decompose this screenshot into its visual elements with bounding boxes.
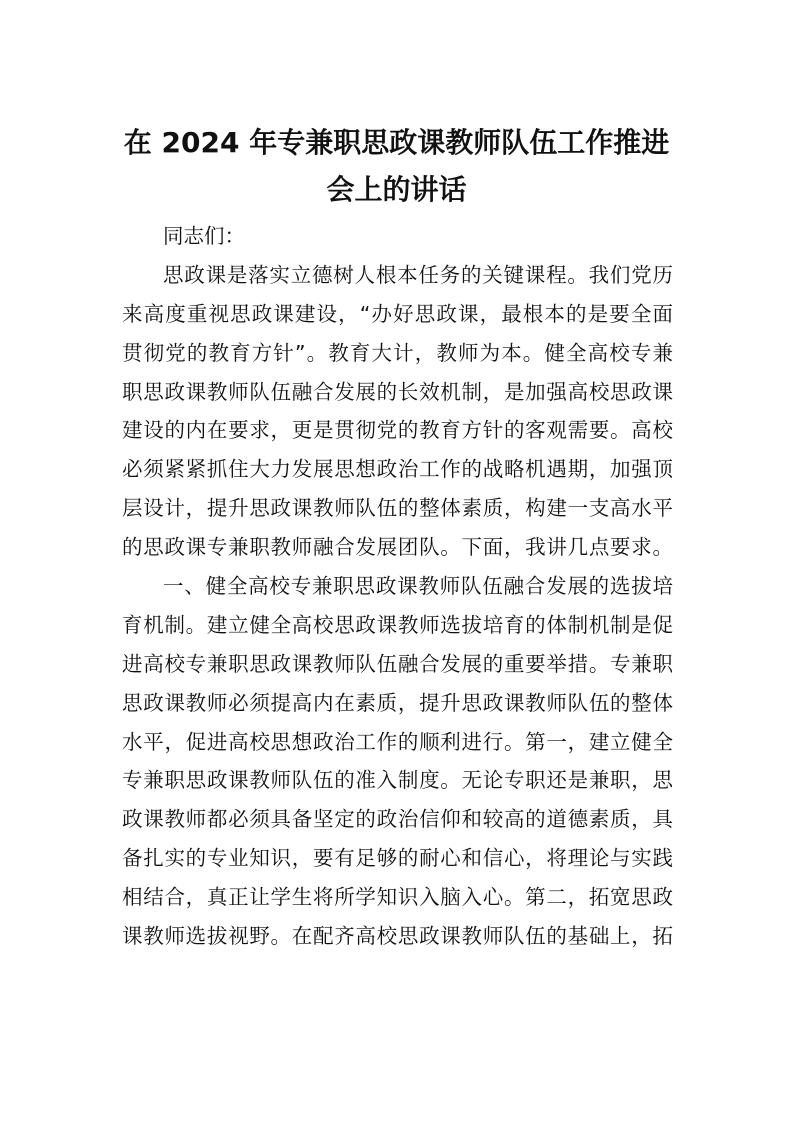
text-line: 来高度重视思政课建设，“办好思政课，最根本的是要全面 bbox=[122, 301, 673, 326]
text-line: 一、健全高校专兼职思政课教师队伍融合发展的选拔培 bbox=[163, 574, 673, 599]
text-line: 职思政课教师队伍融合发展的长效机制，是加强高校思政课 bbox=[122, 379, 673, 404]
greeting: 同志们： bbox=[163, 224, 245, 248]
document-title-line-1: 在 2024 年专兼职思政课教师队伍工作推进 bbox=[123, 126, 670, 159]
document-title-line-2: 会上的讲话 bbox=[326, 173, 467, 206]
paragraph-section-1 bbox=[122, 567, 673, 956]
text-line: 育机制。建立健全高校思政课教师选拔培育的体制机制是促 bbox=[122, 612, 673, 637]
text-line: 层设计，提升思政课教师队伍的整体素质，构建一支高水平 bbox=[122, 496, 673, 521]
text-line: 建设的内在要求，更是贯彻党的教育方针的客观需要。高校 bbox=[122, 418, 673, 443]
text-line: 贯彻党的教育方针”。教育大计，教师为本。健全高校专兼 bbox=[122, 340, 673, 365]
text-line: 相结合，真正让学生将所学知识入脑入心。第二，拓宽思政 bbox=[122, 885, 673, 910]
document-body bbox=[122, 217, 673, 956]
text-line: 备扎实的专业知识，要有足够的耐心和信心，将理论与实践 bbox=[122, 846, 673, 871]
text-line: 思政课教师必须提高内在素质，提升思政课教师队伍的整体 bbox=[122, 690, 673, 715]
text-line: 思政课是落实立德树人根本任务的关键课程。我们党历 bbox=[163, 262, 673, 287]
text-line: 必须紧紧抓住大力发展思想政治工作的战略机遇期，加强顶 bbox=[122, 457, 673, 482]
text-line: 专兼职思政课教师队伍的准入制度。无论专职还是兼职，思 bbox=[122, 768, 673, 793]
text-line: 进高校专兼职思政课教师队伍融合发展的重要举措。专兼职 bbox=[122, 651, 673, 676]
text-line: 水平，促进高校思想政治工作的顺利进行。第一，建立健全 bbox=[122, 729, 673, 754]
text-line: 政课教师都必须具备坚定的政治信仰和较高的道德素质，具 bbox=[122, 807, 673, 832]
paragraph-intro bbox=[122, 256, 673, 567]
text-line: 的思政课专兼职教师融合发展团队。下面，我讲几点要求。 bbox=[122, 535, 673, 560]
text-line: 课教师选拔视野。在配齐高校思政课教师队伍的基础上，拓 bbox=[122, 924, 673, 949]
